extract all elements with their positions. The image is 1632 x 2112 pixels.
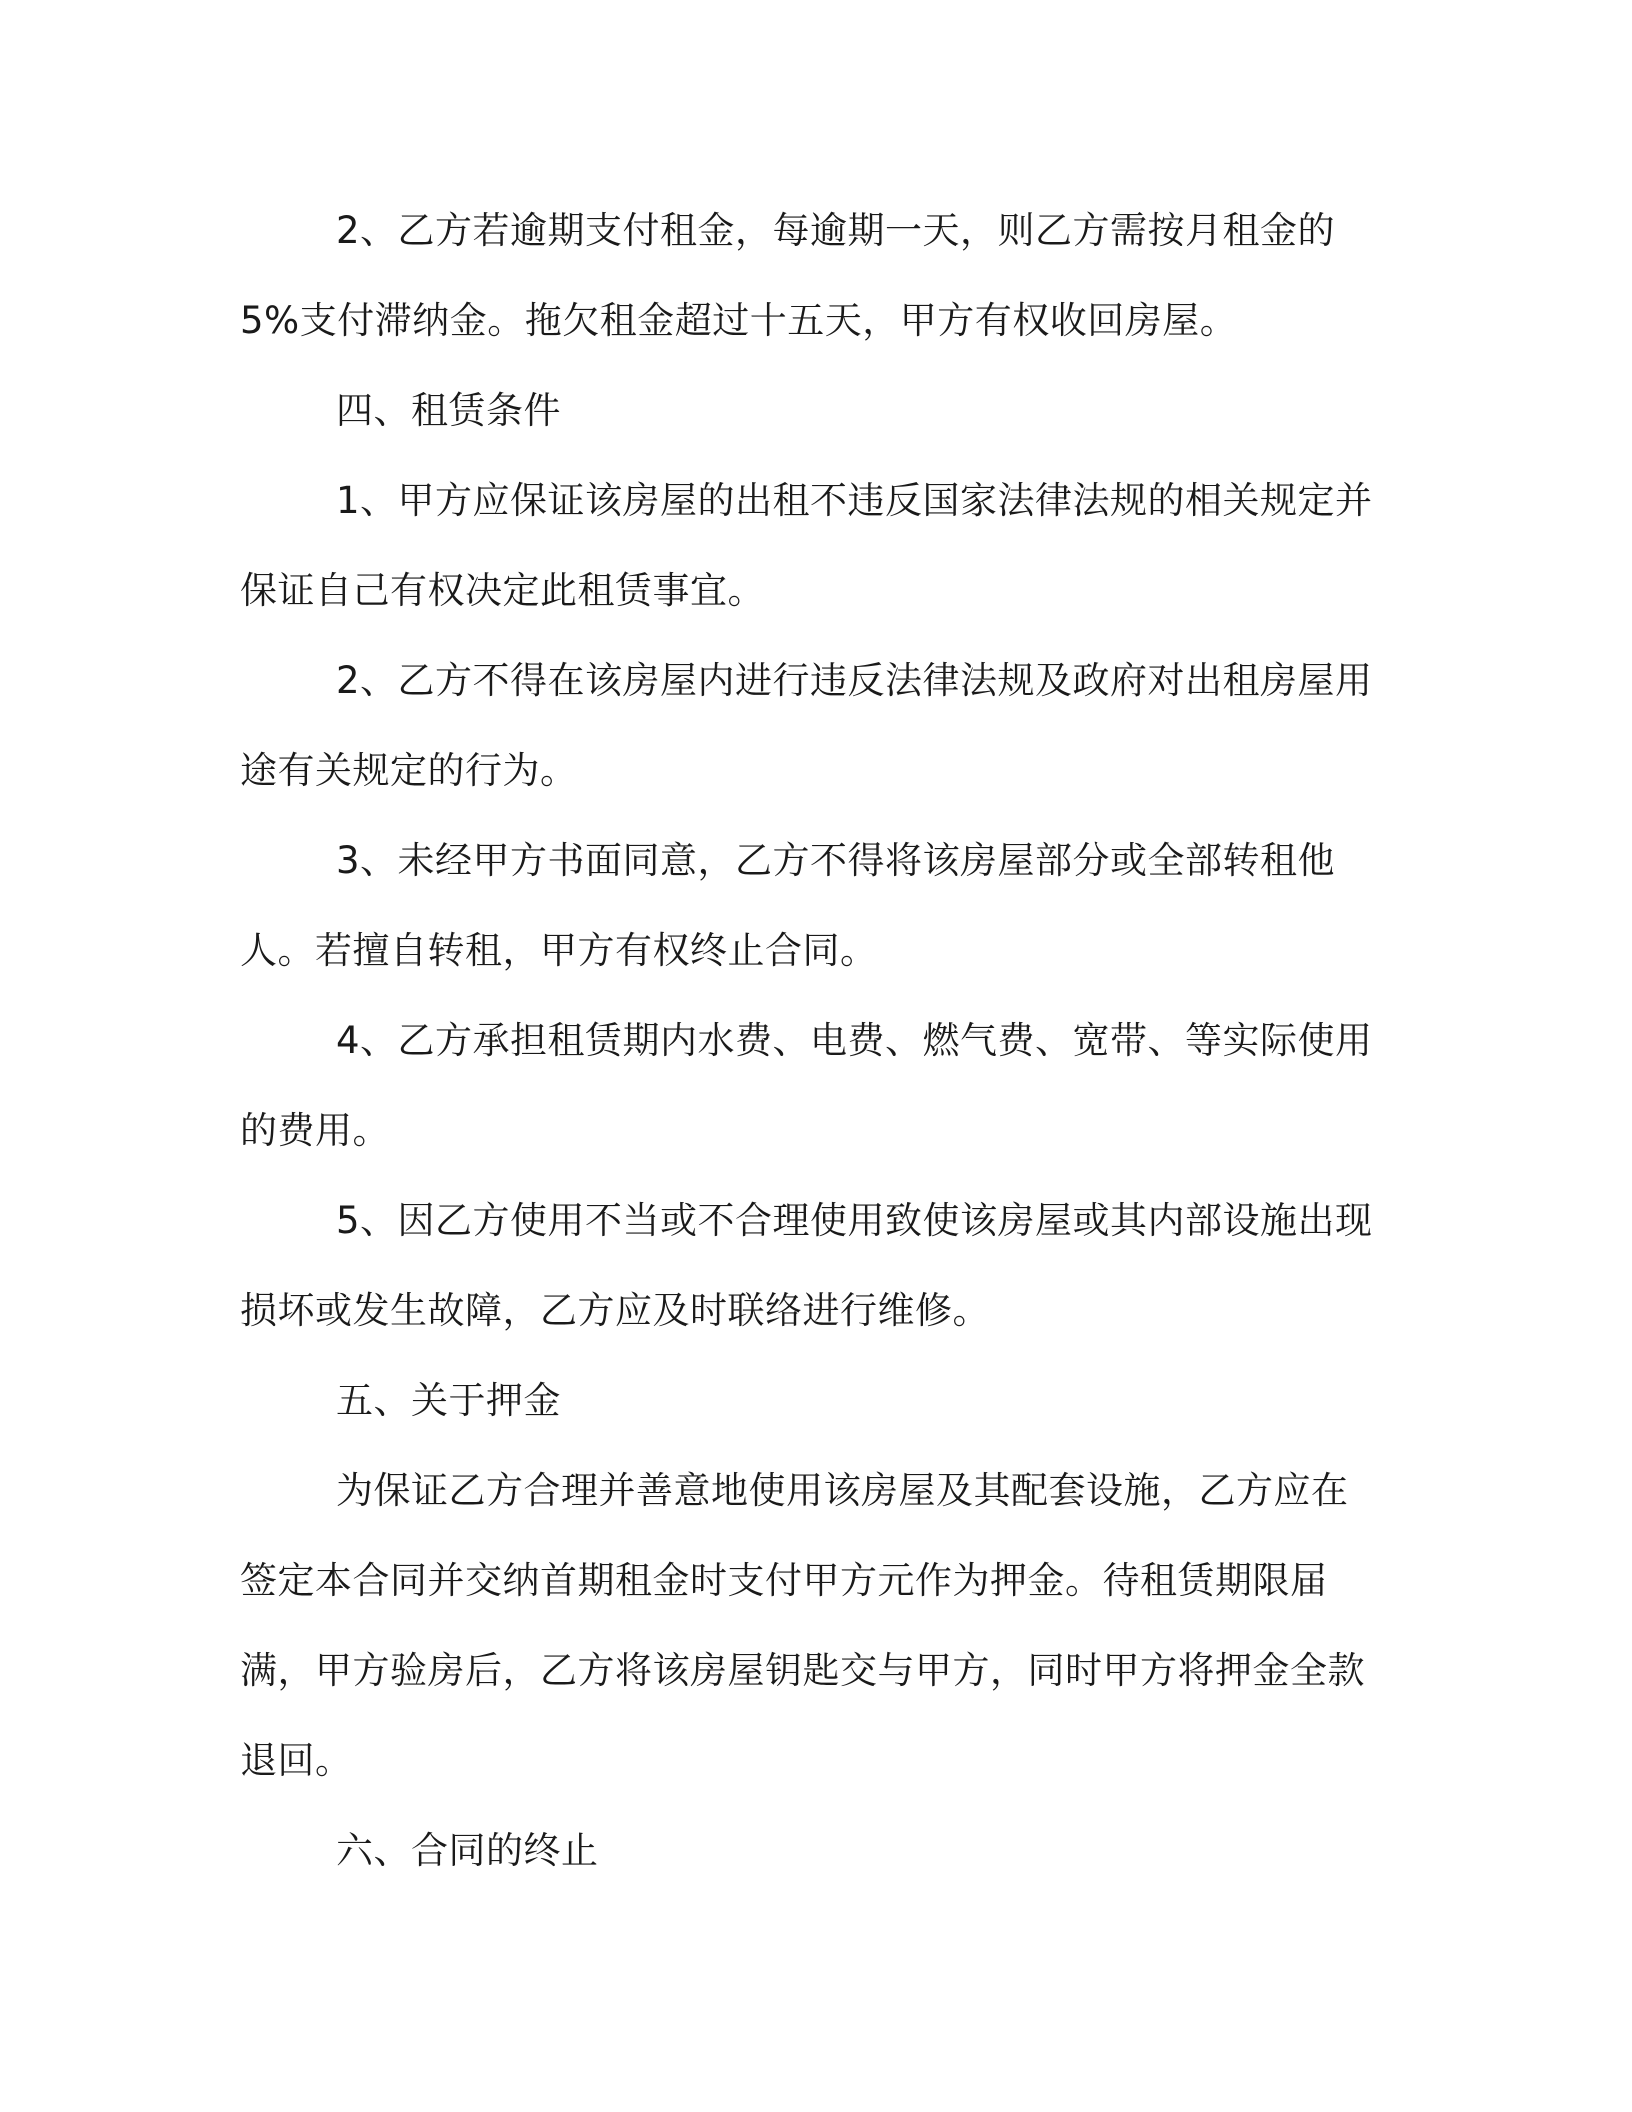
paragraph-condition-1: 1、甲方应保证该房屋的出租不违反国家法律法规的相关规定并保证自己有权决定此租赁事宜。 [240,479,1373,612]
section-heading-deposit: 五、关于押金 [336,1379,561,1422]
paragraph-condition-4: 4、乙方承担租赁期内水费、电费、燃气费、宽带、等实际使用的费用。 [240,1019,1373,1152]
paragraph-condition-2: 2、乙方不得在该房屋内进行违反法律法规及政府对出租房屋用途有关规定的行为。 [240,659,1373,792]
paragraph-deposit: 为保证乙方合理并善意地使用该房屋及其配套设施，乙方应在签定本合同并交纳首期租金时支付甲方元作为押金。待租赁期限届满，甲方验房后，乙方将该房屋钥匙交与甲方，同时甲方将押金全款退回。 [240,1469,1365,1782]
paragraph-condition-3: 3、未经甲方书面同意，乙方不得将该房屋部分或全部转租他人。若擅自转租，甲方有权终止合同。 [240,839,1336,972]
document-body [240,186,1380,1896]
paragraph-condition-5: 5、因乙方使用不当或不合理使用致使该房屋或其内部设施出现损坏或发生故障，乙方应及时联络进行维修。 [240,1199,1373,1332]
paragraph-late-payment: 2、乙方若逾期支付租金，每逾期一天，则乙方需按月租金的5%支付滞纳金。拖欠租金超过十五天，甲方有权收回房屋。 [240,209,1336,342]
section-heading-lease-conditions: 四、租赁条件 [336,389,561,432]
section-heading-termination: 六、合同的终止 [336,1829,599,1872]
